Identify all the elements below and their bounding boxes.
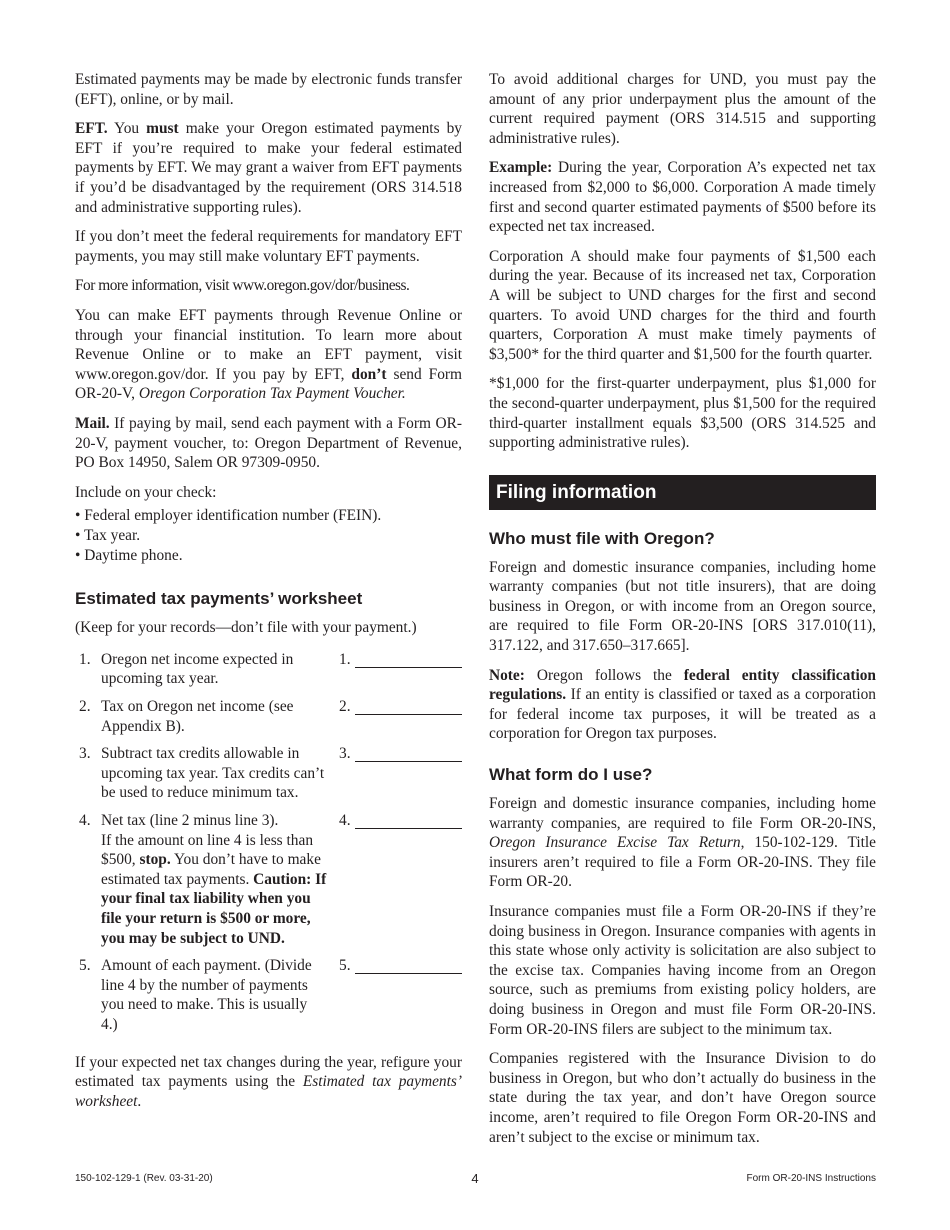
left-column	[75, 70, 462, 1121]
avoid-und-paragraph: To avoid additional charges for UND, you must pay the amount of any prior underpayment plus the amount of the current required payment (ORS 314.515 and supporting administrative rules).	[489, 71, 876, 147]
worksheet	[75, 650, 462, 1035]
registered-companies-paragraph: Companies registered with the Insurance Division to do business in Oregon, but who don’t actually do business in the state during the tax year, and don’t have Oregon source income, aren’t required to file Oregon Form OR-20-INS and aren’t subject to the excise or minimum tax.	[489, 1050, 876, 1146]
right-column	[489, 70, 876, 1157]
who-must-file-paragraph: Foreign and domestic insurance companies, including home warranty companies (but not title insurers), that are doing business in Oregon, or with income from an Oregon source, are required to file Form OR-20-INS [ORS 317.010(11), 317.122, and 317.650–317.665].	[489, 558, 876, 655]
intro-paragraph: Estimated payments may be made by electronic funds transfer (EFT), online, or by mail.	[75, 71, 462, 108]
refigure-paragraph: If your expected net tax changes during the year, refigure your estimated tax payments using the Estimated tax payments’ worksheet.	[75, 1053, 462, 1110]
revenue-online-paragraph: You can make EFT payments through Revenue Online or through your financial institution. To learn more about Revenue Online or to make an EFT payment, visit www.oregon.gov/dor. If you pay by EFT, don’t send Form OR-20-V, Oregon Corporation Tax Payment Voucher.	[75, 306, 462, 403]
list-item: • Federal employer identification number (FEIN).	[75, 507, 382, 525]
list-item: • Daytime phone.	[75, 547, 183, 565]
insurance-companies-paragraph: Insurance companies must file a Form OR-20-INS if they’re doing business in Oregon. Insurance companies with agents in this state whose only activity is solicitation are also subject to the excise tax. Companies having income from an Oregon source, such as premiums from existing policy holders, are doing business in Oregon and must file Form OR-20-INS. Form OR-20-INS filers are subject to the minimum tax.	[489, 903, 876, 1038]
worksheet-note: (Keep for your records—don’t file with your payment.)	[75, 619, 417, 637]
example-paragraph: Example: During the year, Corporation A’s expected net tax increased from $2,000 to $6,000. Corporation A made timely first and second quarter estimated payments of $500 before its expected net tax increased.	[489, 159, 876, 236]
worksheet-row-3: 3. Subtract tax credits allowable in upcoming tax year. Tax credits can’t be used to reduce minimum tax. 3.	[75, 744, 462, 803]
worksheet-row-1: 1. Oregon net income expected in upcoming tax year. 1.	[75, 650, 462, 689]
eft-paragraph: EFT. You must make your Oregon estimated payments by EFT if you’re required to make your federal estimated payments by EFT. We may grant a waiver from EFT payments if you’d be disadvantaged by the requirement (ORS 314.518 and administrative supporting rules).	[75, 120, 462, 216]
voluntary-eft-paragraph: If you don’t meet the federal requirements for mandatory EFT payments, you may still make voluntary EFT payments.	[75, 228, 462, 265]
footer-form-number: 150-102-129-1 (Rev. 03-31-20)	[75, 1173, 213, 1184]
include-paragraph: Include on your check:	[75, 483, 217, 501]
page-number: 4	[471, 1171, 479, 1186]
worksheet-row-2: 2. Tax on Oregon net income (see Appendix B). 2.	[75, 697, 462, 736]
corporation-a-paragraph: Corporation A should make four payments of $1,500 each during the year. Because of its increased net tax, Corporation A will be subject to UND charges for the first and second quarters. To avoid UND charges for the third and fourth quarters, Corporation A must make timely payments of $3,500* for the third quarter and $1,500 for the fourth quarter.	[489, 247, 876, 363]
footer-form-title: Form OR-20-INS Instructions	[746, 1173, 876, 1184]
section-bar-filing-information: Filing information	[489, 475, 876, 510]
what-form-paragraph: Foreign and domestic insurance companies, including home warranty companies, are required to file Form OR-20-INS, Oregon Insurance Excise Tax Return, 150-102-129. Title insurers aren’t required to file a Form OR-20-INS. They file Form OR-20.	[489, 795, 876, 891]
more-info-paragraph: For more information, visit www.oregon.gov/dor/business.	[75, 277, 410, 295]
note-paragraph: Note: Oregon follows the federal entity classification regulations. If an entity is classified or taxed as a corporation for federal income tax purposes, it will be treated as a corporation for Oregon tax purposes.	[489, 666, 876, 743]
worksheet-row-4: 4. Net tax (line 2 minus line 3). If the amount on line 4 is less than $500, stop. You don’t have to make estimated tax payments. Caution: If your final tax liability when you file your return is $500 or more, you may be subject to UND. 4.	[75, 811, 462, 948]
who-must-file-heading: Who must file with Oregon?	[489, 528, 715, 548]
mail-paragraph: Mail. If paying by mail, send each payment with a Form OR-20-V, payment voucher, to: Oregon Department of Revenue, PO Box 14950, Salem OR 97309-0950.	[75, 414, 462, 472]
list-item: • Tax year.	[75, 527, 141, 545]
worksheet-heading: Estimated tax payments’ worksheet	[75, 589, 363, 609]
include-list	[75, 506, 462, 566]
what-form-heading: What form do I use?	[489, 765, 653, 785]
worksheet-row-5: 5. Amount of each payment. (Divide line 4 by the number of payments you need to make. This is usually 4.) 5.	[75, 956, 462, 1034]
footnote-paragraph: *$1,000 for the first-quarter underpayment, plus $1,000 for the second-quarter underpayment, plus $1,500 for the required third-quarter installment equals $3,500 (ORS 314.525 and supporting administrative rules).	[489, 375, 876, 452]
